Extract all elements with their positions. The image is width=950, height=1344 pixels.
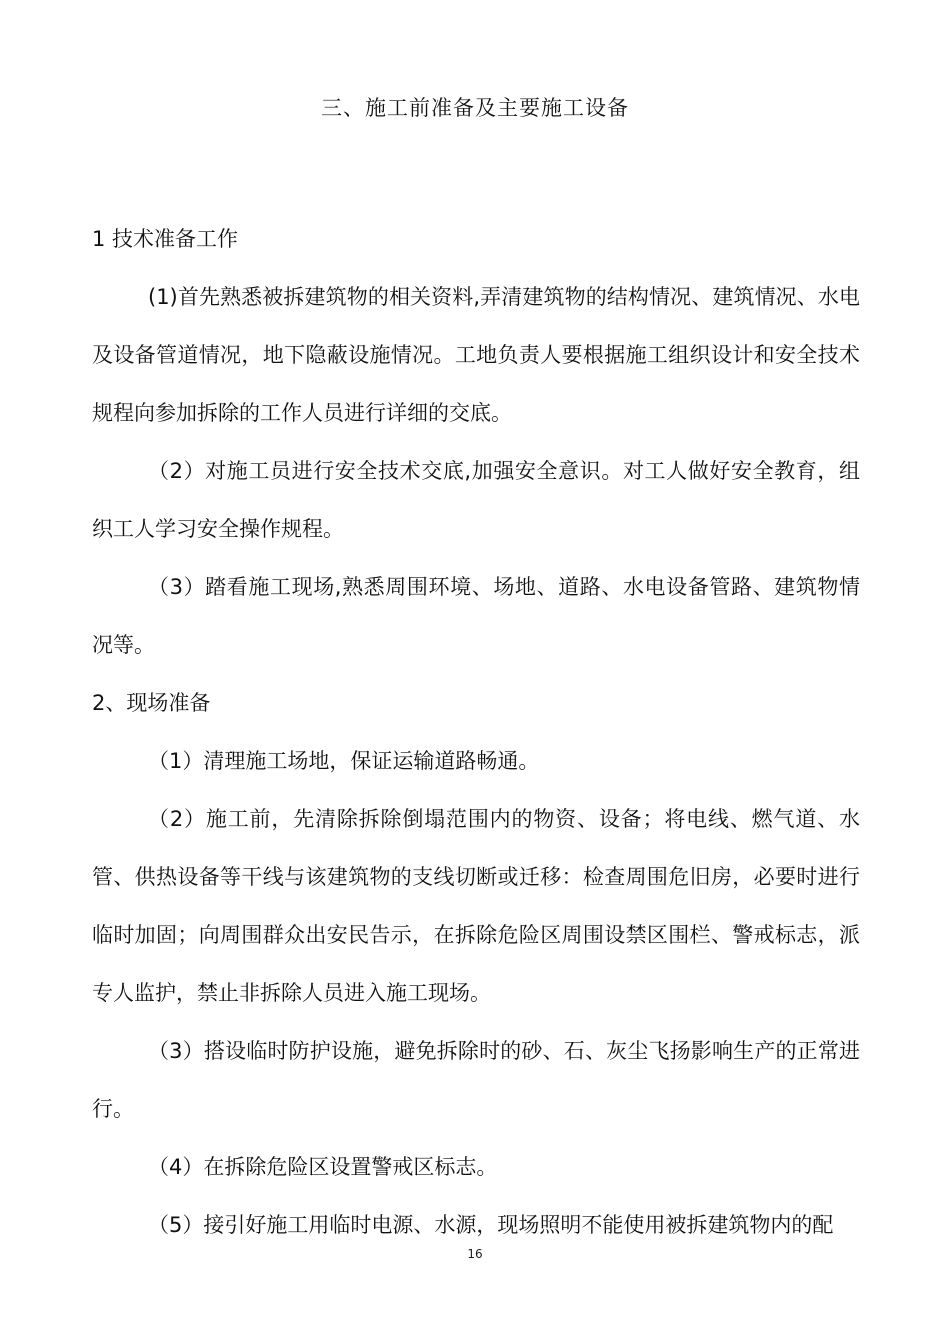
- section-heading-technical-preparation: 1 技术准备工作: [92, 227, 239, 251]
- paragraph: （2）对施工员进行安全技术交底,加强安全意识。对工人做好安全教育，组织工人学习安全操作规程。: [92, 459, 860, 541]
- page-title: 三、施工前准备及主要施工设备: [321, 96, 629, 120]
- paragraph: （4）在拆除危险区设置警戒区标志。: [148, 1155, 498, 1179]
- document-body: [92, 210, 860, 1254]
- paragraph: （5）接引好施工用临时电源、水源，现场照明不能使用被拆建筑物内的配: [148, 1213, 834, 1237]
- paragraph: （1）清理施工场地，保证运输道路畅通。: [148, 749, 540, 773]
- paragraph: （3）踏看施工现场,熟悉周围环境、场地、道路、水电设备管路、建筑物情况等。: [92, 575, 860, 657]
- section-heading-site-preparation: 2、现场准备: [92, 691, 211, 715]
- paragraph: (1)首先熟悉被拆建筑物的相关资料,弄清建筑物的结构情况、建筑情况、水电及设备管道情况，地下隐蔽设施情况。工地负责人要根据施工组织设计和安全技术规程向参加拆除的工作人员进行详细的交底。: [92, 285, 860, 425]
- paragraph: （3）搭设临时防护设施，避免拆除时的砂、石、灰尘飞扬影响生产的正常进行。: [92, 1039, 860, 1121]
- page-number: 16: [467, 1247, 483, 1261]
- paragraph: （2）施工前，先清除拆除倒塌范围内的物资、设备；将电线、燃气道、水管、供热设备等干线与该建筑物的支线切断或迁移：检查周围危旧房，必要时进行临时加固；向周围群众出安民告示，在拆除危险区周围设禁区围栏、警戒标志，派专人监护，禁止非拆除人员进入施工现场。: [92, 807, 860, 1005]
